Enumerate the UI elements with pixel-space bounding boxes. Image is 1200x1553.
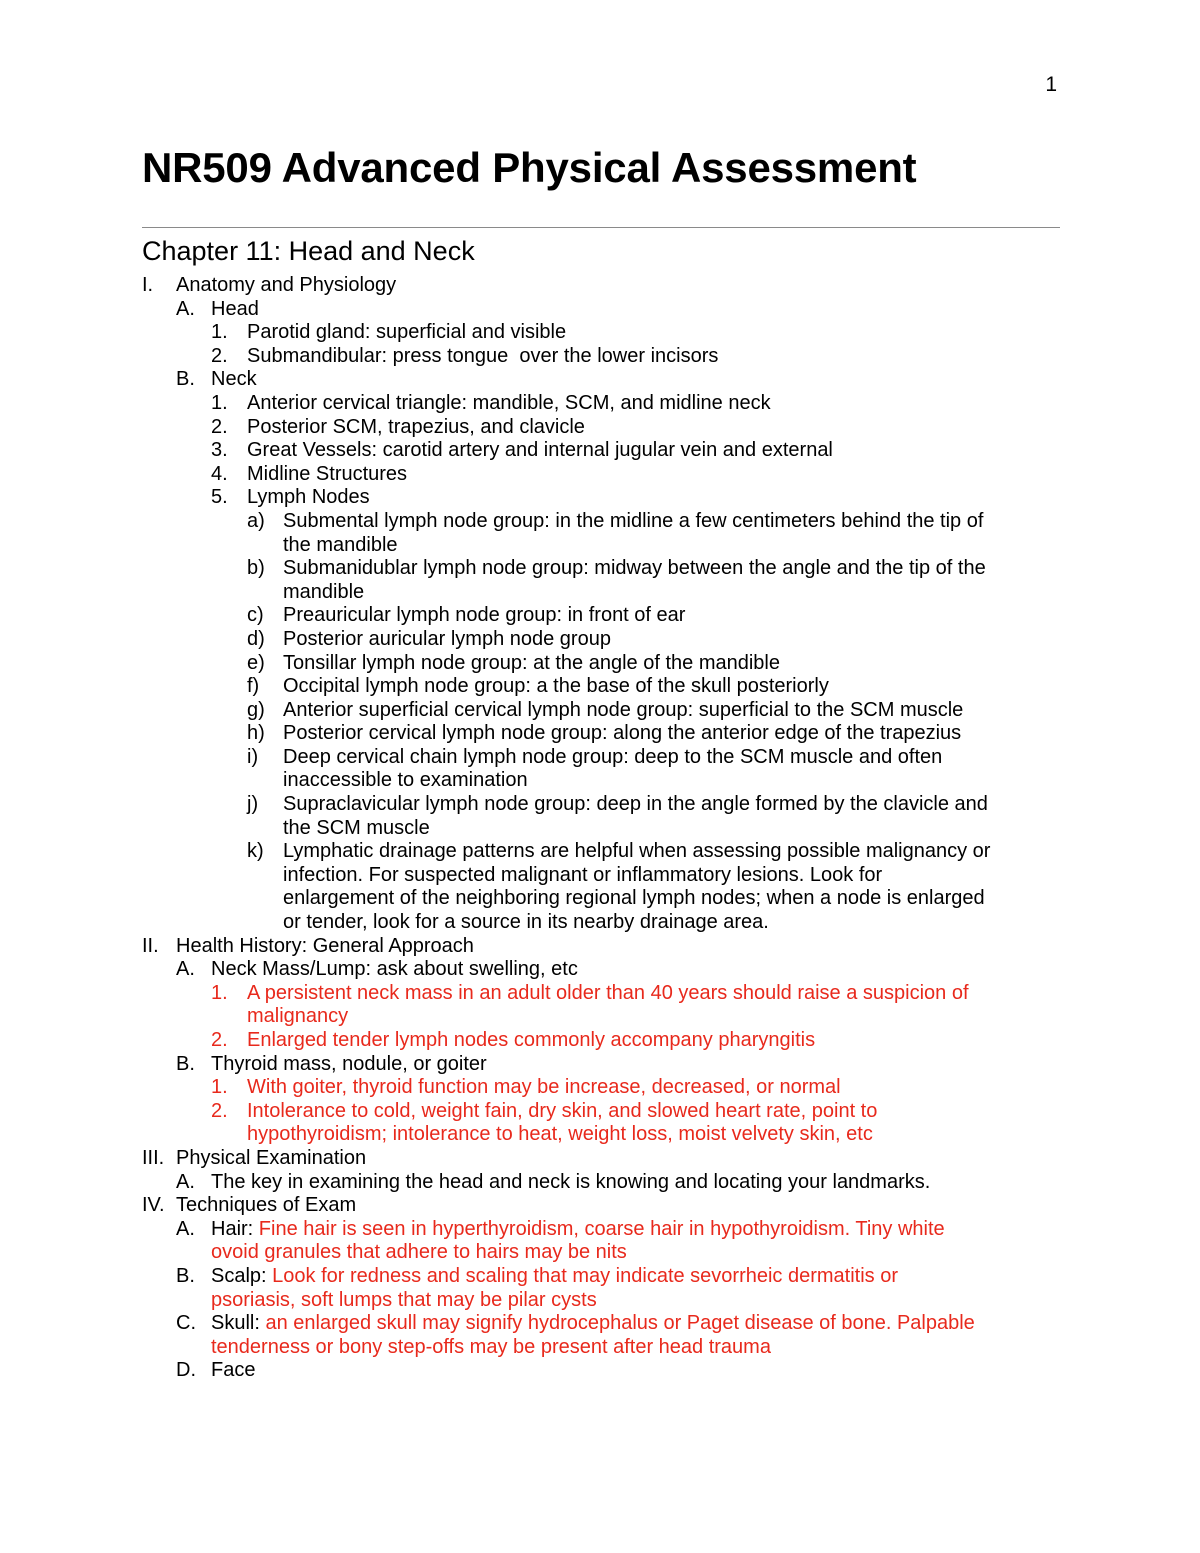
outline-marker: 1. [211, 391, 228, 414]
outline-marker: 1. [211, 321, 228, 344]
outline-marker: 3. [211, 439, 228, 462]
outline-text: Occipital lymph node group: a the base of the skull posteriorly [283, 675, 829, 698]
outline-marker: a) [247, 509, 265, 532]
outline-item [142, 368, 1062, 392]
outline-marker: C. [176, 1312, 196, 1335]
outline-item [142, 510, 1062, 557]
outline-text: Preauricular lymph node group: in front of ear [283, 604, 686, 627]
title-divider [142, 227, 1060, 228]
outline-item [142, 1147, 1062, 1171]
outline-item [142, 628, 1062, 652]
outline-marker: 5. [211, 486, 228, 509]
outline-item [142, 1076, 1062, 1100]
outline-note-line: tenderness or bony step-offs may be present after head trauma [211, 1335, 771, 1358]
outline-text [247, 1100, 1062, 1147]
outline-text-line: inaccessible to examination [283, 769, 528, 792]
outline-text: Enlarged tender lymph nodes commonly accompany pharyngitis [247, 1029, 816, 1051]
outline-text: Lymph Nodes [247, 486, 370, 509]
outline-marker: A. [176, 1217, 195, 1240]
outline-item [142, 982, 1062, 1029]
outline-marker: 2. [211, 1029, 228, 1051]
outline-marker: 1. [211, 1076, 228, 1099]
outline-text [283, 746, 1062, 793]
outline-text: Submandibular: press tongue over the lower incisors [247, 344, 719, 367]
outline-marker: B. [176, 1052, 195, 1075]
outline-marker: III. [142, 1146, 165, 1169]
outline-note-line: an enlarged skull may signify hydrocephalus or Paget disease of bone. Palpable [265, 1312, 975, 1335]
outline-item [142, 1218, 1062, 1265]
outline-label: Skull: [211, 1312, 266, 1335]
outline-text: Anterior superficial cervical lymph node group: superficial to the SCM muscle [283, 698, 964, 721]
outline-marker: 1. [211, 981, 228, 1004]
outline-item [142, 1312, 1062, 1359]
outline-text [283, 793, 1062, 840]
outline-text-line: Deep cervical chain lymph node group: deep to the SCM muscle and often [283, 745, 943, 768]
outline-item [142, 298, 1062, 322]
outline-text-line: malignancy [247, 1005, 349, 1028]
outline-text-line: Supraclavicular lymph node group: deep in the angle formed by the clavicle and [283, 793, 988, 816]
outline-text [211, 1218, 1062, 1265]
outline-marker: II. [142, 934, 159, 957]
outline-marker: B. [176, 368, 195, 391]
outline-text-line: the mandible [283, 533, 398, 556]
outline-text: Face [211, 1359, 256, 1382]
outline-marker: A. [176, 958, 195, 981]
outline-marker: 2. [211, 344, 228, 367]
outline-item [142, 1359, 1062, 1383]
outline-item [142, 746, 1062, 793]
outline-text [283, 510, 1062, 557]
outline-item [142, 416, 1062, 440]
outline-item [142, 699, 1062, 723]
outline-text: Tonsillar lymph node group: at the angle of the mandible [283, 651, 780, 674]
outline-text-line: A persistent neck mass in an adult older than 40 years should raise a suspicion of [247, 981, 969, 1004]
outline-text-line: Intolerance to cold, weight fain, dry skin, and slowed heart rate, point to [247, 1099, 878, 1122]
outline-marker: b) [247, 557, 265, 580]
outline-marker: 2. [211, 1099, 228, 1122]
outline-item [142, 935, 1062, 959]
outline-item [142, 604, 1062, 628]
outline-marker: D. [176, 1359, 196, 1382]
outline-text: Health History: General Approach [176, 934, 474, 957]
page-number: 1 [1045, 73, 1057, 96]
outline-text: Posterior auricular lymph node group [283, 627, 611, 650]
outline-marker: I. [142, 274, 154, 296]
outline-marker: c) [247, 604, 264, 627]
outline-text [283, 840, 1062, 934]
outline-text: The key in examining the head and neck is knowing and locating your landmarks. [211, 1170, 931, 1193]
outline-item [142, 1100, 1062, 1147]
outline-list [142, 274, 1062, 1383]
outline-item [142, 557, 1062, 604]
outline-text-line: mandible [283, 580, 365, 603]
outline-marker: j) [247, 793, 259, 816]
outline-text-line: hypothyroidism; intolerance to heat, weight loss, moist velvety skin, etc [247, 1123, 873, 1146]
outline-note-line: Look for redness and scaling that may indicate sevorrheic dermatitis or [272, 1264, 899, 1287]
outline-label: Hair: [211, 1217, 259, 1240]
outline-text-line: infection. For suspected malignant or inflammatory lesions. Look for [283, 863, 883, 886]
outline-marker: A. [176, 297, 195, 320]
outline-marker: h) [247, 722, 265, 745]
outline-note-line: Fine hair is seen in hyperthyroidism, coarse hair in hypothyroidism. Tiny white [258, 1217, 945, 1240]
outline-text [247, 982, 1062, 1029]
outline-item [142, 1053, 1062, 1077]
outline-text: With goiter, thyroid function may be increase, decreased, or normal [247, 1076, 841, 1099]
outline-item [142, 392, 1062, 416]
outline-text-line: enlargement of the neighboring regional lymph nodes; when a node is enlarged [283, 887, 985, 910]
outline-marker: IV. [142, 1194, 165, 1217]
outline-item [142, 1029, 1062, 1053]
outline-text-line: Submanidublar lymph node group: midway between the angle and the tip of the [283, 557, 986, 580]
outline-text: Anterior cervical triangle: mandible, SCM, and midline neck [247, 391, 771, 414]
outline-item [142, 652, 1062, 676]
outline-item [142, 793, 1062, 840]
outline-marker: f) [247, 675, 260, 698]
outline-text [211, 1312, 1062, 1359]
outline-text: Neck Mass/Lump: ask about swelling, etc [211, 958, 578, 981]
outline-item [142, 463, 1062, 487]
outline-text: Head [211, 297, 259, 320]
outline-text: Great Vessels: carotid artery and internal jugular vein and external [247, 439, 833, 462]
outline-text-line: Submental lymph node group: in the midline a few centimeters behind the tip of [283, 509, 984, 532]
outline-item [142, 274, 1062, 298]
outline-text [283, 557, 1062, 604]
outline-text: Posterior cervical lymph node group: along the anterior edge of the trapezius [283, 722, 962, 745]
outline-text: Neck [211, 368, 257, 391]
outline-text-line: Lymphatic drainage patterns are helpful when assessing possible malignancy or [283, 840, 991, 863]
outline-text: Thyroid mass, nodule, or goiter [211, 1052, 487, 1075]
outline-text: Physical Examination [176, 1146, 367, 1169]
outline-item [142, 345, 1062, 369]
outline-marker: 4. [211, 462, 228, 485]
outline-text-line: or tender, look for a source in its nearby drainage area. [283, 911, 769, 934]
outline-marker: e) [247, 651, 265, 674]
outline-label: Scalp: [211, 1264, 273, 1287]
outline-note-line: psoriasis, soft lumps that may be pilar cysts [211, 1288, 597, 1311]
outline-item [142, 958, 1062, 982]
outline-item [142, 439, 1062, 463]
outline-marker: i) [247, 745, 259, 768]
outline-item [142, 722, 1062, 746]
outline-marker: k) [247, 840, 264, 863]
outline-item [142, 840, 1062, 934]
outline-text: Posterior SCM, trapezius, and clavicle [247, 415, 585, 438]
chapter-heading: Chapter 11: Head and Neck [142, 236, 475, 266]
outline-item [142, 1194, 1062, 1218]
outline-text-line: the SCM muscle [283, 816, 430, 839]
outline-text: Anatomy and Physiology [176, 274, 397, 296]
outline-text: Parotid gland: superficial and visible [247, 321, 567, 344]
outline-marker: B. [176, 1264, 195, 1287]
outline-marker: g) [247, 698, 265, 721]
outline-item [142, 486, 1062, 510]
outline-item [142, 1171, 1062, 1195]
outline-text: Techniques of Exam [176, 1194, 357, 1217]
outline-text: Midline Structures [247, 462, 408, 485]
outline-marker: 2. [211, 415, 228, 438]
outline-item [142, 675, 1062, 699]
outline-marker: A. [176, 1170, 195, 1193]
outline-text [211, 1265, 1062, 1312]
outline-note-line: ovoid granules that adhere to hairs may be nits [211, 1241, 627, 1264]
document-title: NR509 Advanced Physical Assessment [142, 144, 917, 191]
outline-item [142, 321, 1062, 345]
outline-marker: d) [247, 627, 265, 650]
outline-item [142, 1265, 1062, 1312]
